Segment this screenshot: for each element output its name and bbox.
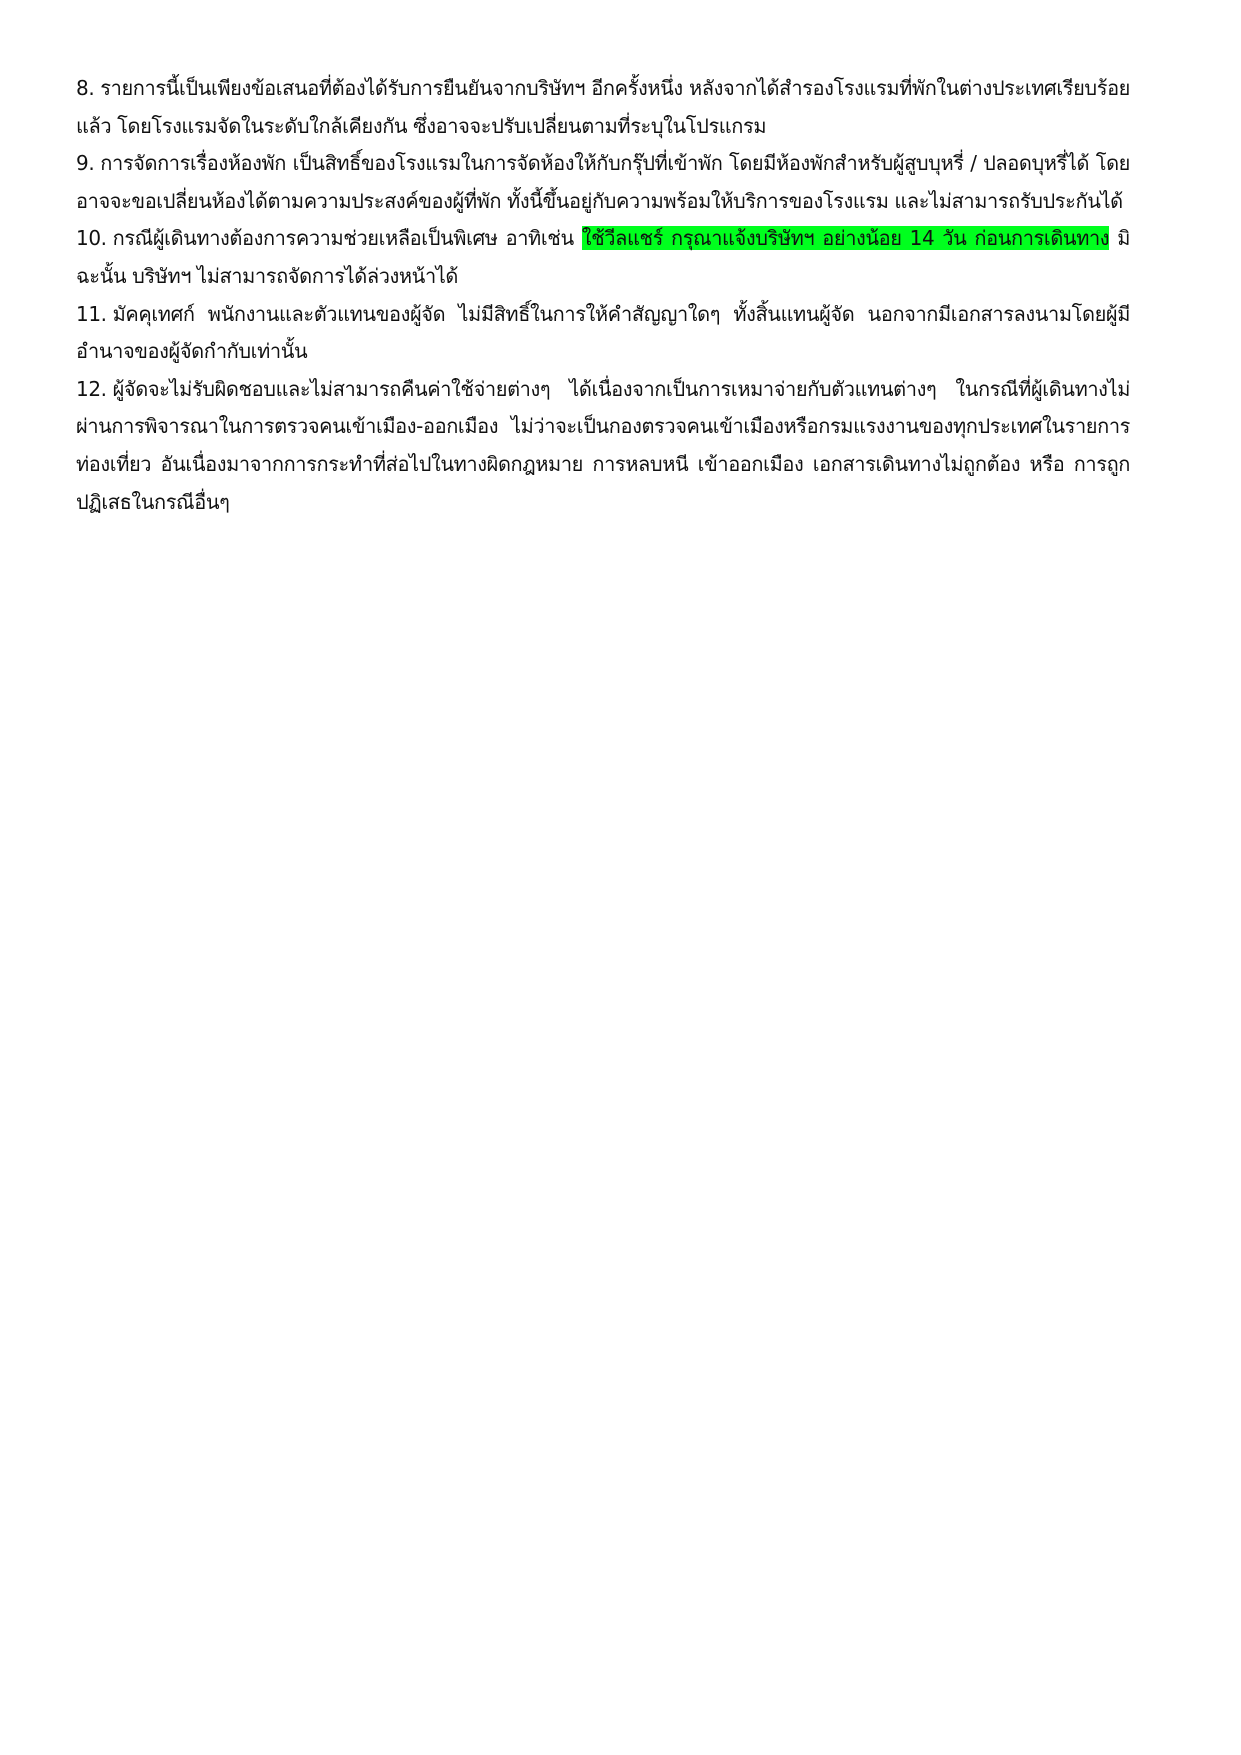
item-number: 11. — [76, 301, 107, 326]
condition-item-10 — [76, 220, 1130, 295]
condition-item-8 — [76, 70, 1130, 145]
highlighted-text: ใช้วีลแชร์ กรุณาแจ้งบริษัทฯ อย่างน้อย 14 วัน ก่อนการเดินทาง — [581, 226, 1110, 251]
item-number: 8. — [76, 76, 95, 100]
item-text: รายการนี้เป็นเพียงข้อเสนอที่ต้องได้รับการยืนยันจากบริษัทฯ อีกครั้งหนึ่ง หลังจากได้สำรองโรงแรมที่พักในต่างประเทศเรียบร้อยแล้ว โดยโรงแรมจัดในระดับใกล้เคียงกัน ซึ่งอาจจะปรับเปลี่ยนตามที่ระบุในโปรแกรม — [76, 76, 1130, 138]
item-text-after: มิฉะนั้น บริษัทฯ ไม่สามารถจัดการได้ล่วงหน้าได้ — [76, 226, 1130, 288]
condition-item-12 — [76, 371, 1130, 521]
condition-item-9 — [76, 145, 1130, 220]
terms-conditions-list — [76, 70, 1130, 521]
item-number: 10. — [76, 226, 107, 251]
condition-item-11 — [76, 296, 1130, 371]
item-text: การจัดการเรื่องห้องพัก เป็นสิทธิ์ของโรงแรมในการจัดห้องให้กับกรุ๊ปที่เข้าพัก โดยมีห้องพักสำหรับผู้สูบบุหรี่ / ปลอดบุหรี่ได้ โดยอาจจะขอเปลี่ยนห้องได้ตามความประสงค์ของผู้ที่พัก ทั้งนี้ขึ้นอยู่กับความพร้อมให้บริการของโรงแรม และไม่สามารถรับประกันได้ — [76, 151, 1130, 213]
item-text: ผู้จัดจะไม่รับผิดชอบและไม่สามารถคืนค่าใช้จ่ายต่างๆ ได้เนื่องจากเป็นการเหมาจ่ายกับตัวแทนต่างๆ ในกรณีที่ผู้เดินทางไม่ผ่านการพิจารณาในการตรวจคนเข้าเมือง-ออกเมือง ไม่ว่าจะเป็นกองตรวจคนเข้าเมืองหรือกรมแรงงานของทุกประเทศในรายการท่องเที่ยว อันเนื่องมาจากการกระทำที่ส่อไปในทางผิดกฎหมาย การหลบหนี เข้าออกเมือง เอกสารเดินทางไม่ถูกต้อง หรือ การถูกปฏิเสธในกรณีอื่นๆ — [76, 376, 1130, 514]
item-text-before: กรณีผู้เดินทางต้องการความช่วยเหลือเป็นพิเศษ อาทิเช่น — [112, 226, 582, 251]
item-number: 12. — [76, 376, 107, 401]
item-number: 9. — [76, 151, 95, 176]
item-text: มัคคุเทศก์ พนักงานและตัวแทนของผู้จัด ไม่มีสิทธิ์ในการให้คำสัญญาใดๆ ทั้งสิ้นแทนผู้จัด นอกจากมีเอกสารลงนามโดยผู้มีอำนาจของผู้จัดกำกับเท่านั้น — [76, 301, 1130, 364]
